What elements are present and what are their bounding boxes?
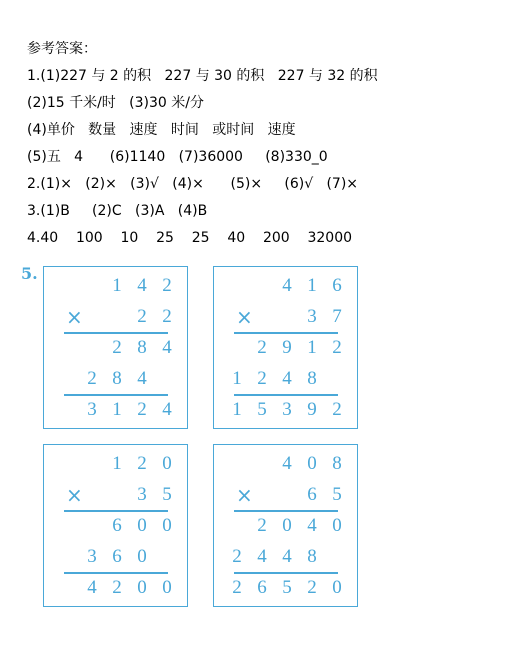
product-digit: 9 — [307, 399, 317, 420]
product-digit: 2 — [232, 577, 242, 598]
product-digit: 3 — [87, 399, 97, 420]
multiplicand-digit: 4 — [282, 453, 292, 474]
partial-product-2-digit: 3 — [87, 546, 97, 567]
answer-line-6: 3.(1)B (2)C (3)A (4)B — [27, 203, 208, 219]
divider-line — [64, 332, 168, 334]
partial-product-1-digit: 2 — [112, 337, 122, 358]
multiplicand-digit: 4 — [282, 275, 292, 296]
partial-product-2-digit: 0 — [137, 546, 147, 567]
multiplication-box — [43, 266, 188, 429]
partial-product-1-digit: 2 — [332, 337, 342, 358]
section-5-label: 5. — [21, 264, 38, 283]
answer-line-3: (4)单价 数量 速度 时间 或时间 速度 — [27, 122, 296, 138]
multiplicand-digit: 2 — [162, 275, 172, 296]
divider-line — [234, 510, 338, 512]
answers-title: 参考答案： — [27, 41, 97, 57]
times-sign: × — [66, 483, 83, 507]
product-digit: 6 — [257, 577, 267, 598]
partial-product-2-digit: 2 — [257, 368, 267, 389]
product-digit: 0 — [162, 577, 172, 598]
partial-product-2-digit: 4 — [282, 368, 292, 389]
product-digit: 1 — [112, 399, 122, 420]
multiplicand-digit: 0 — [162, 453, 172, 474]
multiplication-box — [213, 266, 358, 429]
partial-product-2-digit: 2 — [87, 368, 97, 389]
product-digit: 5 — [282, 577, 292, 598]
partial-product-1-digit: 0 — [332, 515, 342, 536]
partial-product-2-digit: 4 — [137, 368, 147, 389]
answer-line-7: 4.40 100 10 25 25 40 200 32000 — [27, 230, 353, 246]
multiplicand-digit: 8 — [332, 453, 342, 474]
answer-line-4: (5)五 4 (6)1140 (7)36000 (8)330_0 — [27, 149, 328, 165]
partial-product-1-digit: 0 — [137, 515, 147, 536]
multiplicand-digit: 0 — [307, 453, 317, 474]
partial-product-1-digit: 8 — [137, 337, 147, 358]
partial-product-2-digit: 8 — [307, 368, 317, 389]
multiplier-digit: 6 — [307, 484, 317, 505]
divider-line — [64, 572, 168, 574]
multiplier-digit: 3 — [307, 306, 317, 327]
times-sign: × — [236, 483, 253, 507]
multiplier-digit: 5 — [162, 484, 172, 505]
multiplication-box — [213, 444, 358, 607]
divider-line — [64, 510, 168, 512]
answer-line-2: (2)15 千米/时 (3)30 米/分 — [27, 95, 204, 111]
partial-product-1-digit: 9 — [282, 337, 292, 358]
multiplier-digit: 2 — [162, 306, 172, 327]
multiplicand-digit: 6 — [332, 275, 342, 296]
multiplier-digit: 2 — [137, 306, 147, 327]
product-digit: 1 — [232, 399, 242, 420]
answer-line-1: 1.(1)227 与 2 的积 227 与 30 的积 227 与 32 的积 — [27, 68, 378, 84]
divider-line — [234, 332, 338, 334]
partial-product-1-digit: 4 — [162, 337, 172, 358]
partial-product-2-digit: 8 — [112, 368, 122, 389]
partial-product-1-digit: 0 — [162, 515, 172, 536]
product-digit: 4 — [87, 577, 97, 598]
multiplicand-digit: 4 — [137, 275, 147, 296]
divider-line — [64, 394, 168, 396]
product-digit: 2 — [112, 577, 122, 598]
product-digit: 5 — [257, 399, 267, 420]
product-digit: 2 — [137, 399, 147, 420]
partial-product-1-digit: 4 — [307, 515, 317, 536]
partial-product-2-digit: 4 — [282, 546, 292, 567]
multiplicand-digit: 1 — [307, 275, 317, 296]
times-sign: × — [66, 305, 83, 329]
product-digit: 0 — [332, 577, 342, 598]
partial-product-2-digit: 1 — [232, 368, 242, 389]
answer-line-5: 2.(1)× (2)× (3)√ (4)× (5)× (6)√ (7)× — [27, 176, 359, 192]
multiplicand-digit: 1 — [112, 453, 122, 474]
product-digit: 2 — [332, 399, 342, 420]
product-digit: 4 — [162, 399, 172, 420]
partial-product-1-digit: 1 — [307, 337, 317, 358]
times-sign: × — [236, 305, 253, 329]
product-digit: 3 — [282, 399, 292, 420]
partial-product-1-digit: 2 — [257, 337, 267, 358]
product-digit: 2 — [307, 577, 317, 598]
divider-line — [234, 394, 338, 396]
divider-line — [234, 572, 338, 574]
partial-product-2-digit: 4 — [257, 546, 267, 567]
multiplier-digit: 7 — [332, 306, 342, 327]
multiplicand-digit: 2 — [137, 453, 147, 474]
multiplication-box — [43, 444, 188, 607]
partial-product-1-digit: 0 — [282, 515, 292, 536]
partial-product-2-digit: 8 — [307, 546, 317, 567]
partial-product-2-digit: 6 — [112, 546, 122, 567]
partial-product-1-digit: 6 — [112, 515, 122, 536]
product-digit: 0 — [137, 577, 147, 598]
multiplier-digit: 5 — [332, 484, 342, 505]
partial-product-1-digit: 2 — [257, 515, 267, 536]
partial-product-2-digit: 2 — [232, 546, 242, 567]
multiplier-digit: 3 — [137, 484, 147, 505]
multiplicand-digit: 1 — [112, 275, 122, 296]
